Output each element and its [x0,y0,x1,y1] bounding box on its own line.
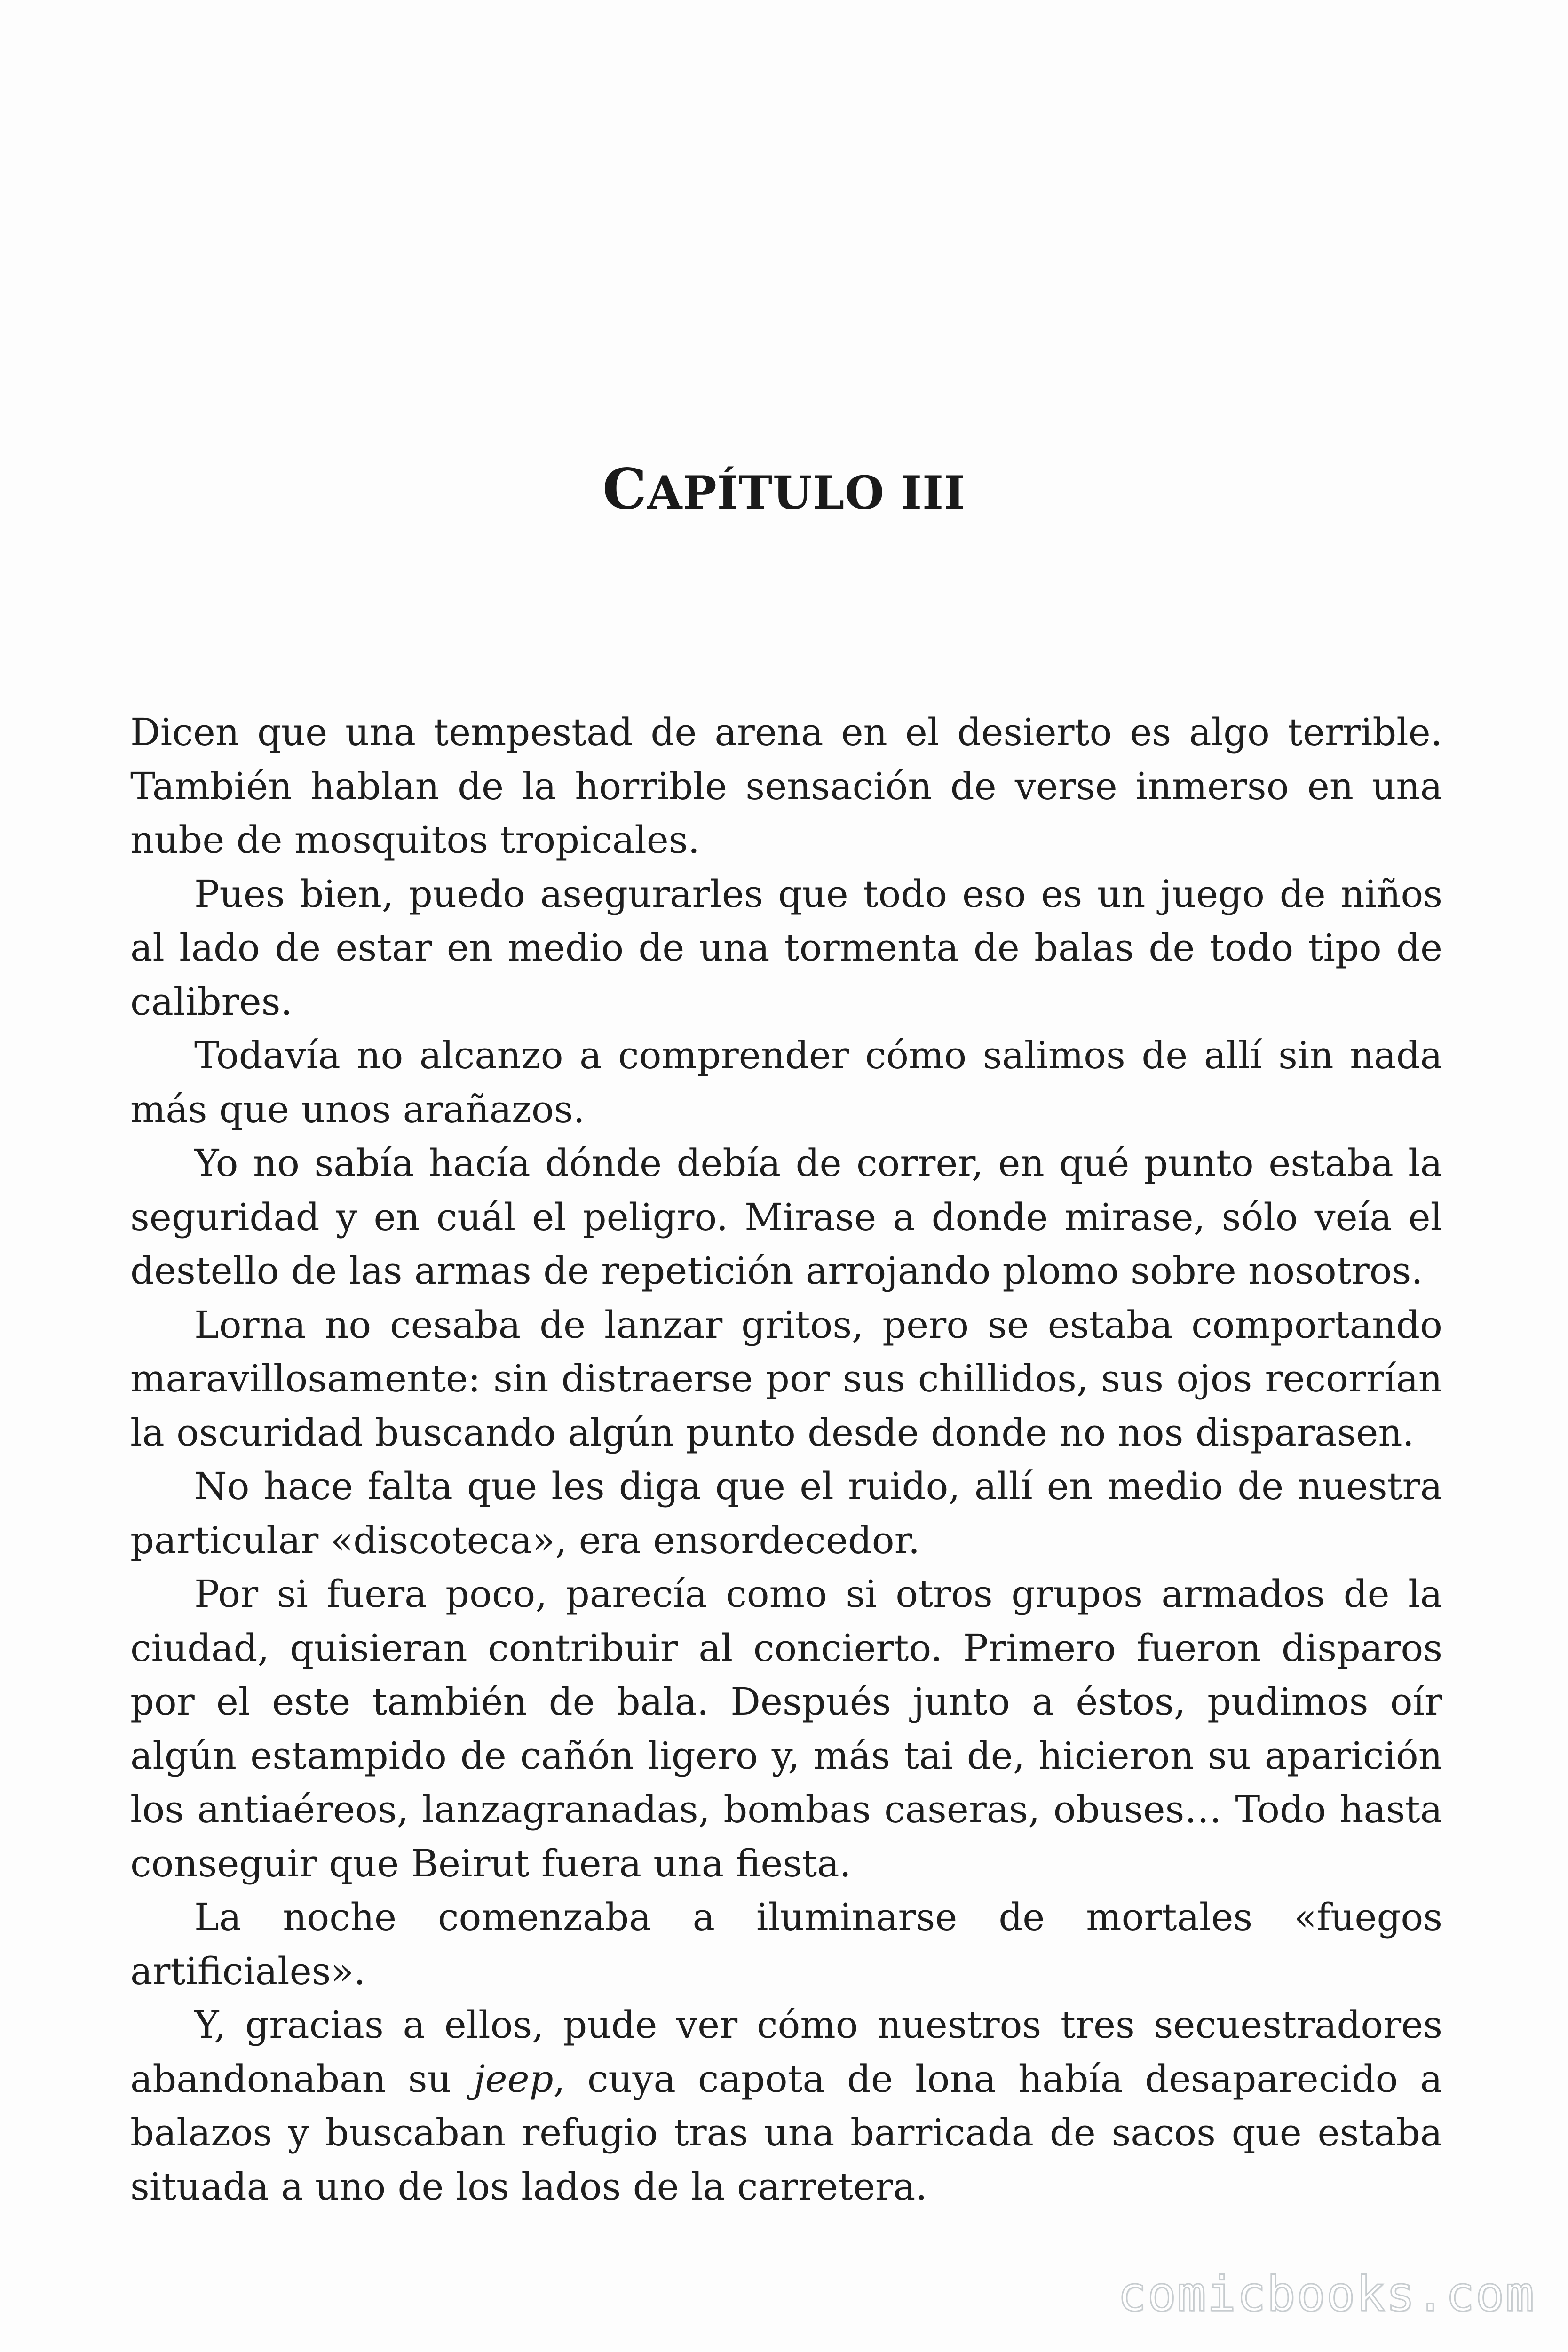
paragraph-text: , cuya capota de lona había desaparecido a balazos y buscaban refugio tras una barricada de sacos que estaba situada a uno de los lados de la carretera. [130,2057,1442,2209]
chapter-body [130,706,1442,2214]
paragraph-text: Y, gracias a ellos, pude ver cómo nuestros tres secuestradores abandonaban su [130,2003,1442,2101]
chapter-title [0,456,1568,526]
italic-word: jeep [473,2057,554,2101]
paragraph: Por si fuera poco, parecía como si otros grupos armados de la ciudad, quisieran contribuir al concierto. Primero fueron disparos por el este también de bala. Después junto a éstos, pudimos oír algún estampido de cañón ligero y, más tai de, hicieron su aparición los antiaéreos, lanzagranadas, bombas caseras, obuses… Todo hasta conseguir que Beirut fuera una fiesta. [130,1572,1442,1885]
paragraph: No hace falta que les diga que el ruido, allí en medio de nuestra particular «discoteca», era ensordecedor. [130,1464,1442,1562]
paragraph: La noche comenzaba a iluminarse de mortales «fuegos artificiales». [130,1895,1442,1993]
chapter-title-initial: C [602,456,647,522]
paragraph: Lorna no cesaba de lanzar gritos, pero se estaba comportando maravillosamente: sin distraerse por sus chillidos, sus ojos recorrían la oscuridad buscando algún punto desde donde no nos disparasen. [130,1303,1442,1454]
paragraph: Dicen que una tempestad de arena en el desierto es algo terrible. También hablan de la horrible sensación de verse inmerso en una nube de mosquitos tropicales. [130,710,1442,862]
chapter-title-rest: APÍTULO III [647,466,966,519]
paragraph-last [130,1998,1442,2214]
paragraph: Yo no sabía hacía dónde debía de correr, en qué punto estaba la seguridad y en cuál el peligro. Mirase a donde mirase, sólo veía el destello de las armas de repetición arrojando plomo sobre nosotros. [130,1141,1442,1293]
paragraph: Pues bien, puedo asegurarles que todo eso es un juego de niños al lado de estar en medio de una tormenta de balas de todo tipo de calibres. [130,872,1442,1024]
watermark-logo: comicbooks.com [1117,2266,1535,2322]
paragraph: Todavía no alcanzo a comprender cómo salimos de allí sin nada más que unos arañazos. [130,1033,1442,1131]
